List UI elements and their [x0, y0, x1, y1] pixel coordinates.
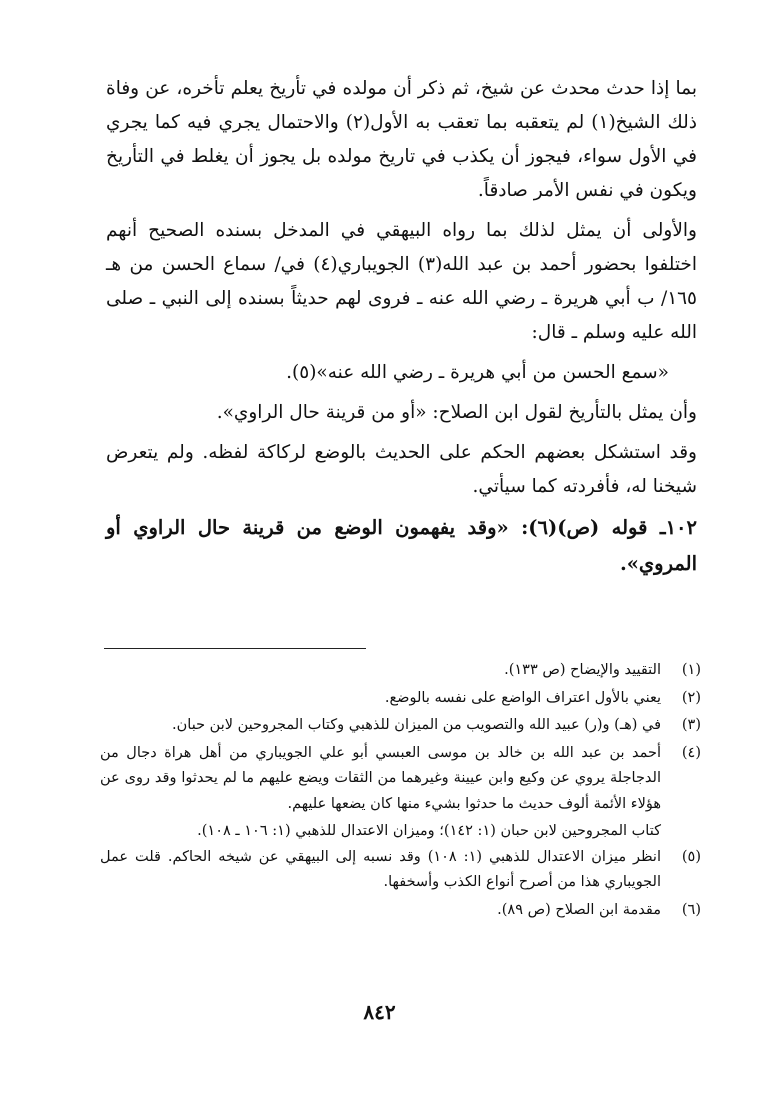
footnote-number: (١): [681, 662, 701, 678]
entry-heading: ١٠٢ـ قوله (ص)(٦): «وقد يفهمون الوضع من قرينة حال الراوي أو المروي».: [106, 516, 697, 575]
footnote-number: (٢): [681, 689, 701, 706]
footnote-text: في (هـ) و(ر) عبيد الله والتصويب من الميزان للذهبي وكتاب المجروحين لابن حبان.: [172, 717, 661, 733]
footnote: [100, 686, 701, 712]
footnote-number: (٣): [681, 717, 701, 733]
footnote-text: يعني بالأول اعتراف الواضع على نفسه بالوضع.: [384, 689, 661, 706]
footnote-number: (٦): [681, 901, 701, 918]
paragraph-2: والأولى أن يمثل لذلك بما رواه البيهقي في المدخل بسنده الصحيح أنهم اختلفوا بحضور أحمد بن عبد الله(٣) الجويباري(٤) في/ سماع الحسن من هـ ١٦٥/ ب أبي هريرة ـ رضي الله عنه ـ فروى لهم حديثاً بسنده إلى النبي ـ صلى الله عليه وسلم ـ قال:: [106, 220, 698, 343]
footnote-divider: [104, 648, 366, 649]
footnote-source: كتاب المجروحين لابن حبان (١: ١٤٢)؛ وميزان الاعتدال للذهبي (١: ١٠٦ ـ ١٠٨).: [197, 823, 661, 839]
footnote-text: أحمد بن عبد الله بن خالد بن موسى العبسي أبو علي الجويباري من أهل هراة دجال من الدجاجلة يروي عن وكيع وابن عيينة وغيرهما من الثقات ويضع عليهم ما لم يحدثوا وقد روى عن هؤلاء الأئمة ألوف حديث ما حدثوا بشيء منها كان يضعها عليهم.: [100, 744, 661, 812]
footnote: [100, 713, 701, 739]
footnote-text: مقدمة ابن الصلاح (ص ٨٩).: [497, 901, 661, 918]
footnotes: [100, 658, 701, 925]
footnote-text: التقييد والإيضاح (ص ١٣٣).: [504, 662, 661, 678]
paragraph-3: وأن يمثل بالتأريخ لقول ابن الصلاح: «أو من قرينة حال الراوي».: [216, 402, 697, 423]
page-number: ٨٤٢: [363, 1000, 396, 1024]
paragraph-1: بما إذا حدث محدث عن شيخ، ثم ذكر أن مولده في تأريخ يعلم تأخره، عن وفاة ذلك الشيخ(١) لم يتعقبه بما تعقب به الأول(٢) والاحتمال يجري فيه كما يجري في الأول سواء، فيجوز أن يكذب في تاريخ مولده بل يجوز أن يغلط في التأريخ ويكون في نفس الأمر صادقاً.: [106, 78, 697, 201]
paragraph-4: وقد استشكل بعضهم الحكم على الحديث بالوضع لركاكة لفظه. ولم يتعرض شيخنا له، فأفردته كما سيأتي.: [106, 442, 697, 497]
footnote-number: (٥): [681, 848, 701, 865]
footnote: [100, 741, 701, 818]
footnote-number: (٤): [681, 744, 701, 761]
footnote-text: انظر ميزان الاعتدال للذهبي (١: ١٠٨) وقد نسبه إلى البيهقي عن شيخه الحاكم. قلت عمل الجويباري هذا من أصرح أنواع الكذب وأسخفها.: [100, 848, 661, 890]
main-text: [106, 72, 697, 582]
footnote: [100, 845, 701, 896]
quoted-hadith: «سمع الحسن من أبي هريرة ـ رضي الله عنه»(٥).: [286, 362, 669, 383]
footnote: [100, 658, 701, 684]
footnote: [100, 898, 701, 924]
